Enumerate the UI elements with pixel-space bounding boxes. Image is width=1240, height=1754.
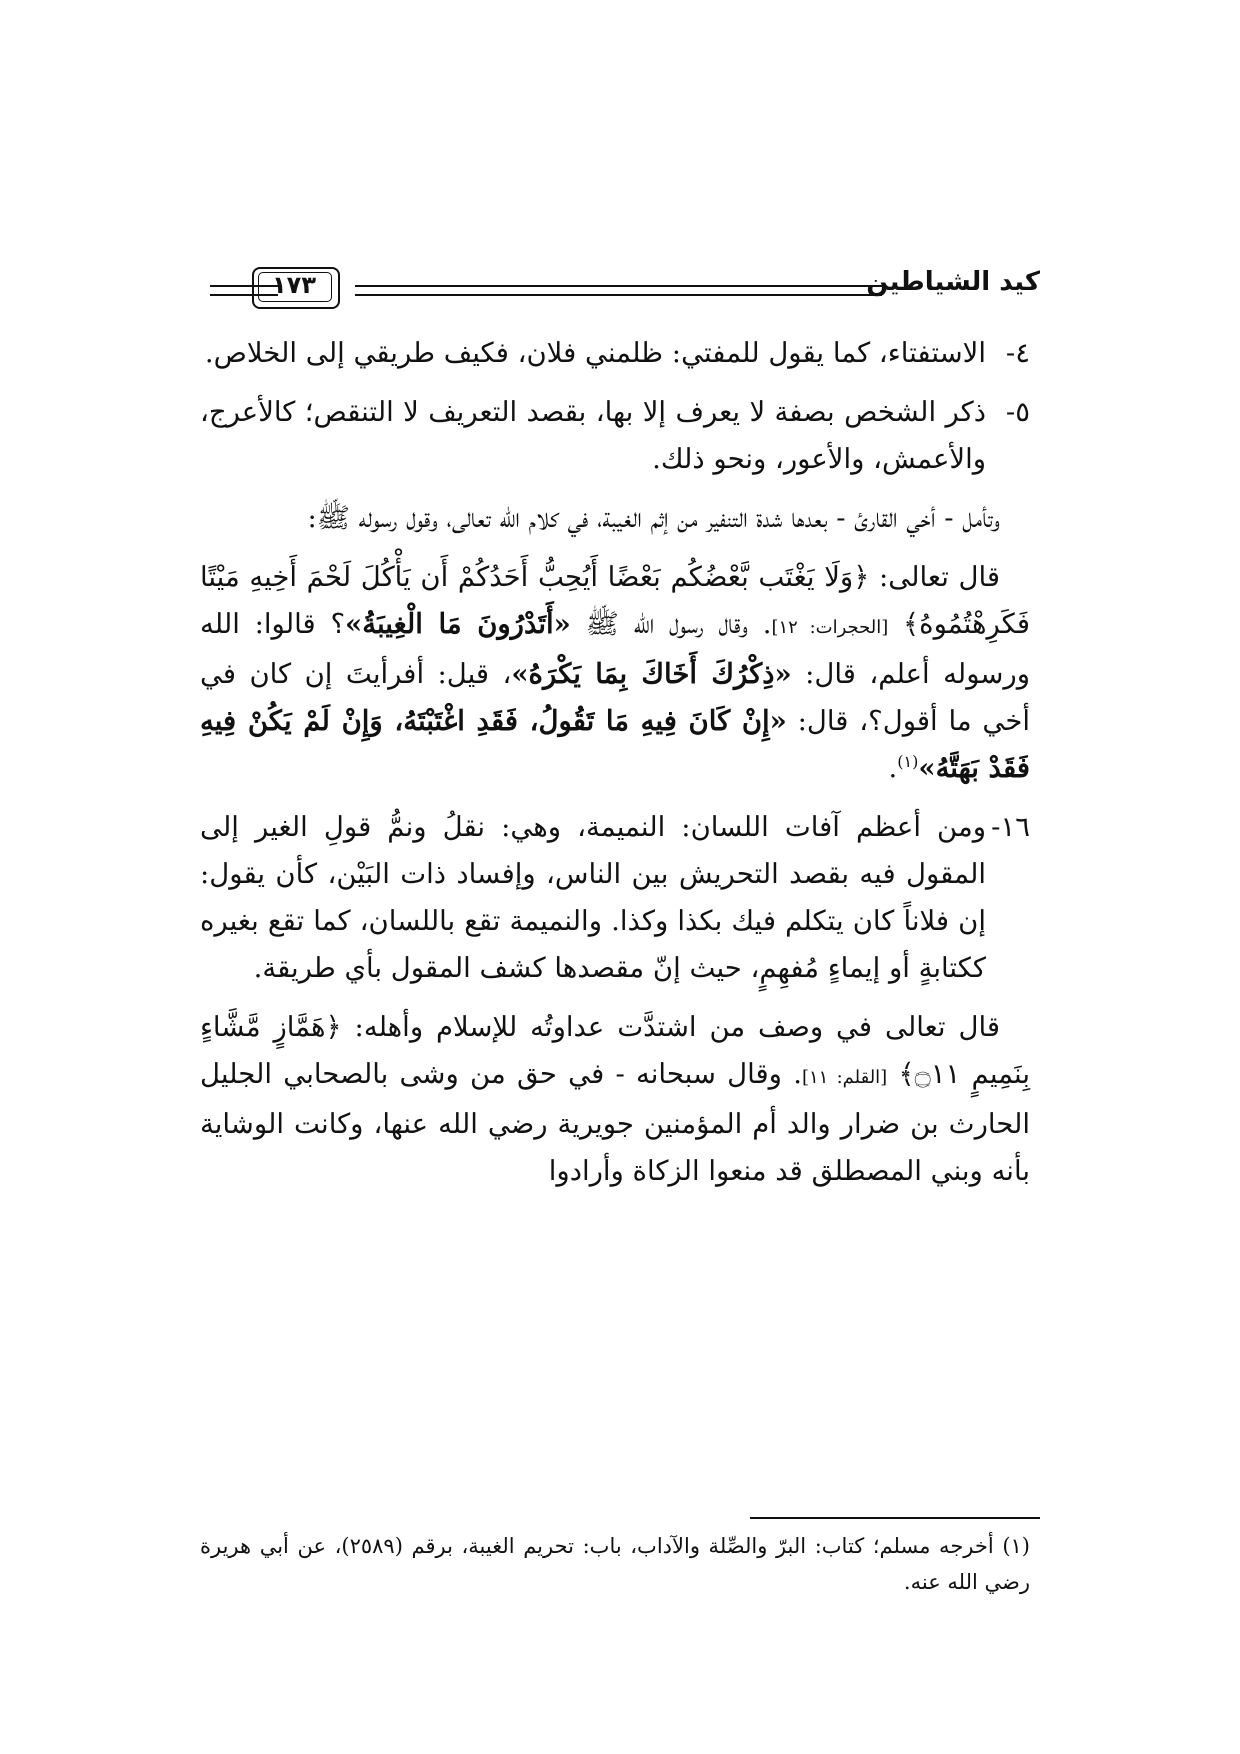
text-segment: ، قيل: أفرأيتَ إن كان في أخي ما أقول؟، قال: <box>200 658 1030 737</box>
list-text: ذكر الشخص بصفة لا يعرف إلا بها، بقصد التعريف لا التنقص؛ كالأعرج، والأعمش، والأعور، ونحو ذلك. <box>200 396 986 475</box>
list-item-16 <box>200 804 1030 992</box>
paragraph-quran-hadith <box>200 554 1030 792</box>
footnote-separator <box>750 1517 1040 1519</box>
footnote-text: أخرجه مسلم؛ كتاب: البرّ والصِّلة والآداب، باب: تحريم الغيبة، برقم (٢٥٨٩)، عن أبي هريرة رضي الله عنه. <box>200 1534 1030 1594</box>
page-number-badge <box>244 265 344 309</box>
quran-verse: ﴿وَلَا يَغْتَب بَّعْضُكُم بَعْضًا أَيُحِبُّ أَحَدُكُمْ أَن يَأْكُلَ لَحْمَ أَخِيهِ مَيْتًا فَكَرِهْتُمُوهُ﴾ <box>200 561 1030 640</box>
list-text: ومن أعظم آفات اللسان: النميمة، وهي: نقلُ ونمُّ قولِ الغير إلى المقول فيه بقصد التحريش بين الناس، وإفساد ذات البَيْن، كأن يقول: إن فلاناً كان يتكلم فيك بكذا وكذا. والنميمة تقع باللسان، كما تقع بغيره ككتابةٍ أو إيماءٍ مُفهِمٍ، حيث إنّ مقصدها كشف المقول بأي طريقة. <box>200 811 986 984</box>
list-text: الاستفتاء، كما يقول للمفتي: ظلمني فلان، فكيف طريقي إلى الخلاص. <box>204 337 986 369</box>
footnote-marker[interactable]: (١) <box>897 751 919 771</box>
footnote-1 <box>200 1528 1030 1600</box>
text-segment: قال تعالى: <box>869 561 1000 593</box>
text-segment: قال تعالى في وصف من اشتدَّت عداوتُه للإسلام وأهله: <box>341 1011 1000 1043</box>
list-item-4 <box>200 330 1030 377</box>
footnotes <box>200 1528 1030 1600</box>
list-number: ١٦- <box>991 811 1030 843</box>
verse-reference: [الحجرات: ١٢] <box>771 617 889 638</box>
quran-verse: ﴿هَمَّازٍ مَّشَّاءٍ بِنَمِيمٍ ۝١١﴾ <box>200 1011 1030 1090</box>
text-segment: ؟ قالوا: الله ورسوله أعلم، قال: <box>200 608 1030 690</box>
paragraph-reflection: وتأمل - أخي القارئ - بعدها شدة التنفير من إثم الغيبة، في كلام الله تعالى، وقول رسوله ﷺ: <box>307 502 1000 534</box>
hadith-text: «إِنْ كَانَ فِيهِ مَا تَقُولُ، فَقَدِ اغْتَبْتَهُ، وَإِنْ لَمْ يَكُنْ فِيهِ فَقَدْ بَهَتَّهُ» <box>200 705 1030 784</box>
verse-reference: [القلم: ١١] <box>801 1067 888 1088</box>
hadith-text: «أَتَدْرُونَ مَا الْغِيبَةُ» <box>345 608 571 640</box>
list-item-5 <box>200 389 1030 483</box>
paragraph-namimah-verse <box>200 1004 1030 1195</box>
page-body <box>200 330 1030 1207</box>
page-number: ١٧٣ <box>272 271 316 299</box>
hadith-text: «ذِكْرُكَ أَخَاكَ بِمَا يَكْرَهُ» <box>511 658 792 690</box>
text-segment: . وقال سبحانه - في حق من وشى بالصحابي الجليل الحارث بن ضرار والد أم المؤمنين جويرية رضي الله عنها، وكانت الوشاية بأنه وبني المصطلق قد منعوا الزكاة وأرادوا <box>200 1058 1030 1187</box>
text-segment: . <box>888 752 898 784</box>
header-double-rule <box>355 285 882 296</box>
text-segment: . وقال رسول الله ﷺ <box>570 608 772 640</box>
page-header <box>210 265 1040 311</box>
list-number: ٥- <box>1005 396 1030 428</box>
footnote-number: (١) <box>1002 1534 1030 1558</box>
running-title: كيد الشياطين <box>866 267 1040 297</box>
list-number: ٤- <box>1005 337 1030 369</box>
